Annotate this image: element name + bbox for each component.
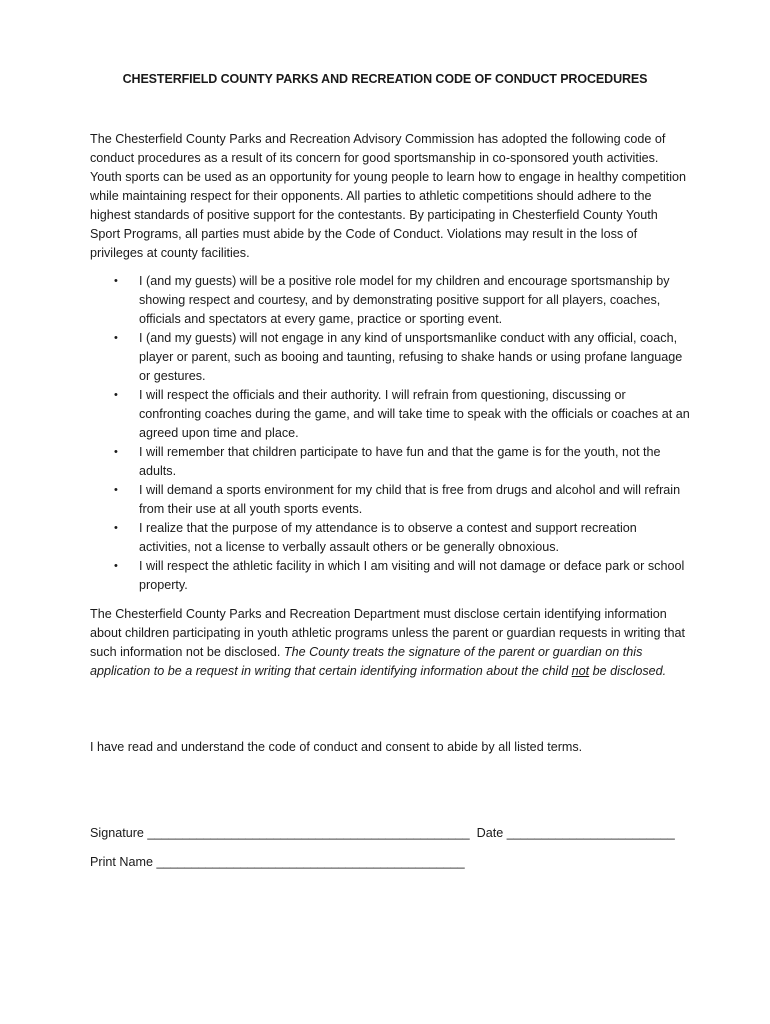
rule-text: I will respect the officials and their authority. I will refrain from questioning, discussing or confronting coaches during the game, and will take time to speak with the officials or coaches at an agreed upon time and place. bbox=[139, 388, 690, 440]
disclosure-underlined-word: not bbox=[571, 664, 590, 678]
signature-label: Signature bbox=[90, 826, 144, 840]
rule-text: I will remember that children participate to have fun and that the game is for the youth, not the adults. bbox=[139, 445, 661, 478]
rule-text: I realize that the purpose of my attendance is to observe a contest and support recreation activities, not a license to verbally assault others or be generally obnoxious. bbox=[139, 521, 637, 554]
print-name-field[interactable]: ____________________________________________ bbox=[156, 855, 465, 869]
rule-text: I (and my guests) will not engage in any kind of unsportsmanlike conduct with any official, coach, player or parent, such as booing and taunting, refusing to shake hands or using profane language or gestures. bbox=[139, 331, 683, 383]
disclosure-italic-after: be disclosed. bbox=[589, 664, 667, 678]
list-item bbox=[90, 386, 690, 443]
print-name-row bbox=[90, 855, 465, 869]
bullet-icon: • bbox=[114, 389, 118, 401]
bullet-icon: • bbox=[114, 275, 118, 287]
signature-field[interactable]: ______________________________________________ bbox=[147, 826, 470, 840]
bullet-icon: • bbox=[114, 522, 118, 534]
date-field[interactable]: ________________________ bbox=[506, 826, 675, 840]
intro-paragraph: The Chesterfield County Parks and Recreation Advisory Commission has adopted the following code of conduct procedures as a result of its concern for good sportsmanship in co-sponsored youth activities. Youth sports can be used as an opportunity for young people to learn how to engage in healthy competition while maintaining respect for their opponents. All parties to athletic competitions should adhere to the highest standards of positive support for the contestants. By participating in Chesterfield County Youth Sport Programs, all parties must abide by the Code of Conduct. Violations may result in the loss of privileges at county facilities. bbox=[90, 132, 687, 260]
bullet-icon: • bbox=[114, 560, 118, 572]
bullet-icon: • bbox=[114, 332, 118, 344]
disclosure-italic-before: The County treats the signature of the parent or guardian on this application to be a request in writing that certain identifying information about the child bbox=[90, 645, 643, 678]
disclosure-text: The Chesterfield County Parks and Recreation Department must disclose certain identifying information about children participating in youth athletic programs unless the parent or guardian requests in writing that such information not be disclosed. bbox=[90, 607, 686, 659]
print-name-label: Print Name bbox=[90, 855, 153, 869]
rule-text: I will respect the athletic facility in which I am visiting and will not damage or deface park or school property. bbox=[139, 559, 685, 592]
list-item bbox=[90, 557, 690, 595]
rule-text: I (and my guests) will be a positive role model for my children and encourage sportsmanship by showing respect and courtesy, and by demonstrating positive support for all players, coaches, officials and spectators at every game, practice or sporting event. bbox=[139, 274, 670, 326]
list-item bbox=[90, 329, 690, 386]
signature-row bbox=[90, 826, 675, 840]
disclosure-paragraph bbox=[90, 605, 690, 681]
date-label: Date bbox=[476, 826, 504, 840]
list-item bbox=[90, 443, 690, 481]
document-title: CHESTERFIELD COUNTY PARKS AND RECREATION CODE OF CONDUCT PROCEDURES bbox=[122, 72, 648, 86]
bullet-icon: • bbox=[114, 484, 118, 496]
consent-statement: I have read and understand the code of conduct and consent to abide by all listed terms. bbox=[90, 740, 583, 754]
bullet-icon: • bbox=[114, 446, 118, 458]
rule-text: I will demand a sports environment for my child that is free from drugs and alcohol and will refrain from their use at all youth sports events. bbox=[139, 483, 681, 516]
list-item bbox=[90, 272, 690, 329]
list-item bbox=[90, 481, 690, 519]
list-item bbox=[90, 519, 690, 557]
conduct-rules-list bbox=[90, 272, 690, 595]
